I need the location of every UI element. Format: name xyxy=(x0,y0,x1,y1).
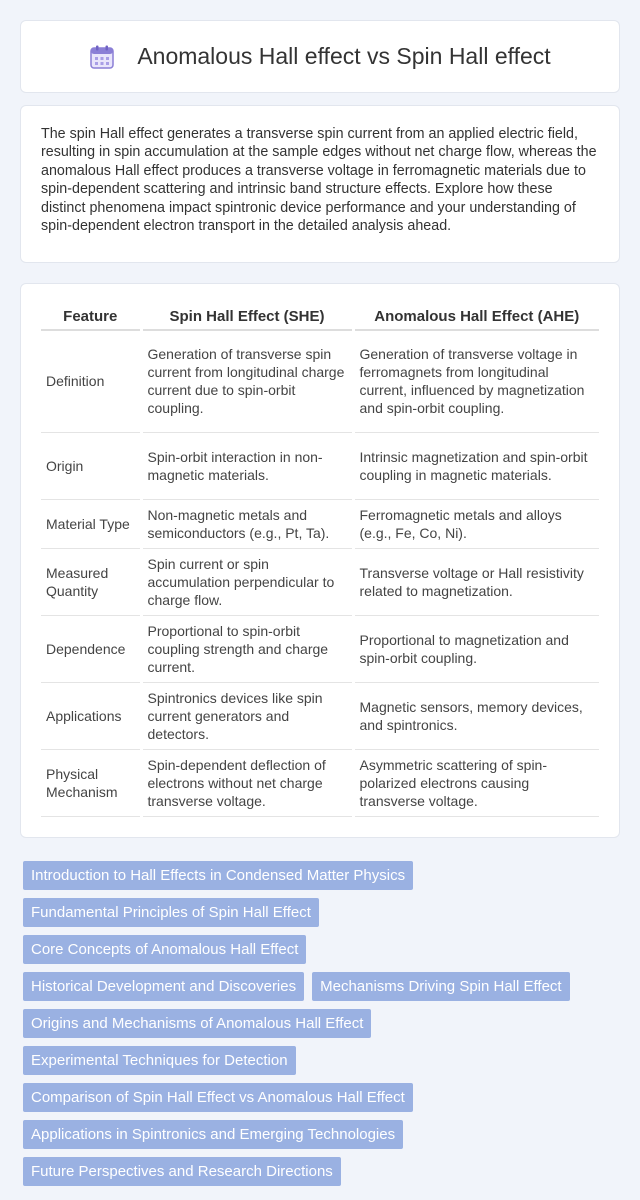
she-cell: Proportional to spin-orbit coupling strength and charge current. xyxy=(141,615,353,682)
ahe-cell: Intrinsic magnetization and spin-orbit coupling in magnetic materials. xyxy=(353,432,599,499)
she-cell: Spin-orbit interaction in non-magnetic materials. xyxy=(141,432,353,499)
she-cell: Spintronics devices like spin current generators and detectors. xyxy=(141,682,353,749)
ahe-cell: Ferromagnetic metals and alloys (e.g., Fe, Co, Ni). xyxy=(353,499,599,548)
topic-link[interactable]: Core Concepts of Anomalous Hall Effect xyxy=(23,935,306,964)
topic-link[interactable]: Applications in Spintronics and Emerging Technologies xyxy=(23,1120,403,1149)
comparison-table xyxy=(41,298,599,817)
feature-cell: Dependence xyxy=(41,615,141,682)
topic-link[interactable]: Fundamental Principles of Spin Hall Effect xyxy=(23,898,319,927)
she-cell: Spin-dependent deflection of electrons without net charge transverse voltage. xyxy=(141,749,353,816)
comparison-table-card xyxy=(20,283,620,838)
ahe-cell: Asymmetric scattering of spin-polarized electrons causing transverse voltage. xyxy=(353,749,599,816)
ahe-cell: Proportional to magnetization and spin-orbit coupling. xyxy=(353,615,599,682)
related-links xyxy=(23,861,613,1194)
topic-link[interactable]: Mechanisms Driving Spin Hall Effect xyxy=(312,972,569,1001)
topic-link[interactable]: Origins and Mechanisms of Anomalous Hall Effect xyxy=(23,1009,371,1038)
she-cell: Spin current or spin accumulation perpendicular to charge flow. xyxy=(141,548,353,615)
feature-cell: Origin xyxy=(41,432,141,499)
feature-cell: Definition xyxy=(41,330,141,432)
table-row xyxy=(41,615,599,682)
table-row xyxy=(41,432,599,499)
feature-cell: Physical Mechanism xyxy=(41,749,141,816)
header-ahe: Anomalous Hall Effect (AHE) xyxy=(353,298,599,330)
page-title: Anomalous Hall effect vs Spin Hall effect xyxy=(137,43,551,69)
calendar-icon xyxy=(89,44,115,70)
topic-link[interactable]: Future Perspectives and Research Directions xyxy=(23,1157,341,1186)
topic-link[interactable]: Experimental Techniques for Detection xyxy=(23,1046,296,1075)
feature-cell: Measured Quantity xyxy=(41,548,141,615)
ahe-cell: Transverse voltage or Hall resistivity related to magnetization. xyxy=(353,548,599,615)
header-she: Spin Hall Effect (SHE) xyxy=(141,298,353,330)
table-row xyxy=(41,330,599,432)
topic-link[interactable]: Historical Development and Discoveries xyxy=(23,972,304,1001)
table-row xyxy=(41,682,599,749)
feature-cell: Material Type xyxy=(41,499,141,548)
table-header-row xyxy=(41,298,599,330)
ahe-cell: Magnetic sensors, memory devices, and spintronics. xyxy=(353,682,599,749)
topic-link[interactable]: Introduction to Hall Effects in Condensed Matter Physics xyxy=(23,861,413,890)
table-row xyxy=(41,749,599,816)
intro-card xyxy=(20,105,620,263)
table-row xyxy=(41,499,599,548)
she-cell: Non-magnetic metals and semiconductors (e.g., Pt, Ta). xyxy=(141,499,353,548)
intro-text: The spin Hall effect generates a transverse spin current from an applied electric field, resulting in spin accumulation at the sample edges without net charge flow, whereas the anomalous Hall effect produces a transverse voltage in ferromagnetic materials due to spin-dependent scattering and intrinsic band structure effects. Explore how these distinct phenomena impact spintronic device performance and your understanding of spin-dependent electron transport in the detailed analysis ahead. xyxy=(41,126,597,235)
title-card xyxy=(20,20,620,93)
topic-link[interactable]: Comparison of Spin Hall Effect vs Anomalous Hall Effect xyxy=(23,1083,413,1112)
header-feature: Feature xyxy=(41,298,141,330)
table-row xyxy=(41,548,599,615)
ahe-cell: Generation of transverse voltage in ferromagnets from longitudinal current, influenced by magnetization and spin-orbit coupling. xyxy=(353,330,599,432)
feature-cell: Applications xyxy=(41,682,141,749)
she-cell: Generation of transverse spin current from longitudinal charge current due to spin-orbit coupling. xyxy=(141,330,353,432)
